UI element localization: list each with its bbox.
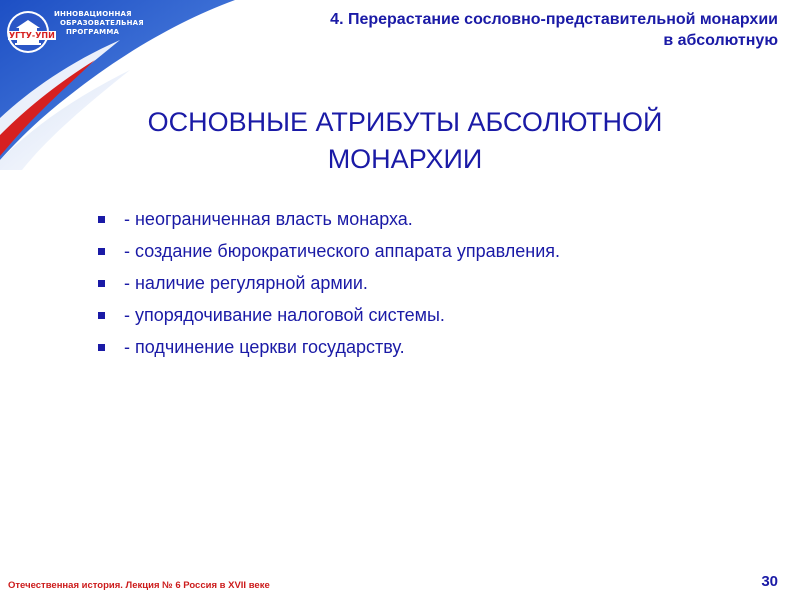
logo-line-2: ОБРАЗОВАТЕЛЬНАЯ [60,19,144,27]
list-item-text: - упорядочивание налоговой системы. [124,305,445,325]
page-number: 30 [761,573,778,590]
list-item [96,302,560,334]
list-item [96,270,560,302]
square-bullet-icon [98,344,105,351]
list-item-text: - создание бюрократического аппарата управления. [124,241,561,261]
list-item [96,206,560,238]
logo-line-1: ИННОВАЦИОННАЯ [54,10,132,18]
square-bullet-icon [98,216,105,223]
list-item-text: - подчинение церкви государству. [124,337,405,357]
square-bullet-icon [98,312,105,319]
footer-course-text: Отечественная история. Лекция № 6 Россия в XVII веке [8,580,270,591]
list-item-text: - неограниченная власть монарха. [124,209,413,229]
attributes-list [96,206,560,366]
list-item [96,238,560,270]
logo-line-3: ПРОГРАММА [66,28,120,36]
main-heading-line-2: МОНАРХИИ [327,144,483,174]
section-title-line-2: в абсолютную [663,32,778,49]
square-bullet-icon [98,280,105,287]
section-title-line-1: 4. Перерастание сословно-представительной монархии [330,11,778,28]
main-heading-line-1: ОСНОВНЫЕ АТРИБУТЫ АБСОЛЮТНОЙ [147,107,663,137]
square-bullet-icon [98,248,105,255]
section-title [218,9,778,51]
logo-university-name: УГТУ-УПИ [9,31,55,40]
list-item [96,334,560,366]
list-item-text: - наличие регулярной армии. [124,273,368,293]
main-heading [60,104,750,178]
university-logo [4,4,144,62]
